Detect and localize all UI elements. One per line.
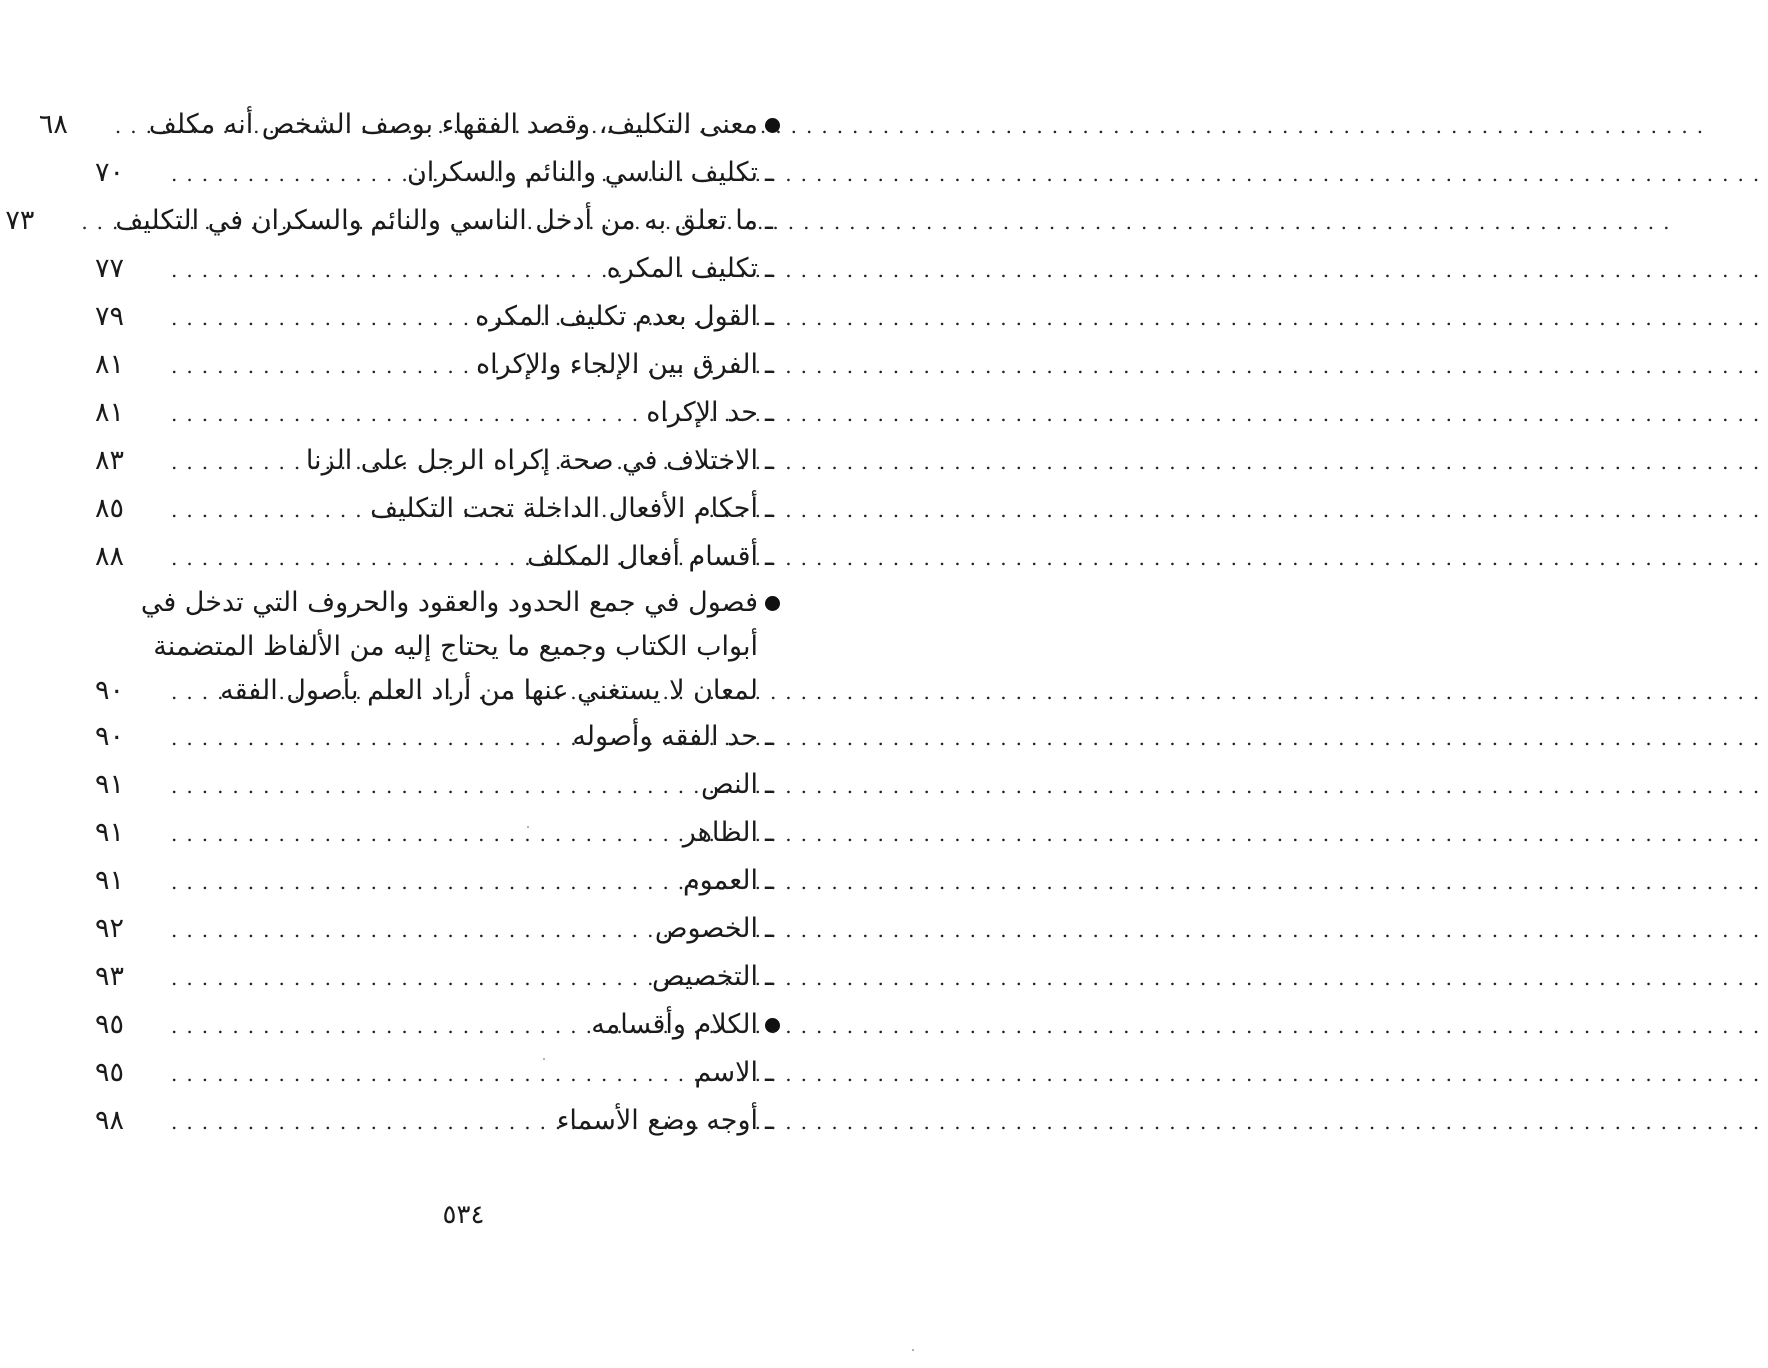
dot-leader — [157, 714, 572, 762]
entry-title: ما تعلق به من أدخل الناسي والنائم والسكران في التكليف — [115, 205, 758, 236]
entry-page: ٩٥ — [95, 1009, 125, 1040]
toc-entry — [38, 101, 780, 149]
bullet-icon — [765, 596, 780, 611]
entry-title: الظاهر — [682, 817, 758, 848]
dot-leader — [157, 810, 683, 858]
toc-entry — [95, 149, 780, 197]
entry-title: تكليف الناسي والنائم والسكران — [406, 157, 758, 188]
dash-marker: ـ — [765, 961, 773, 992]
entry-title: تكليف المكره — [606, 253, 758, 284]
toc-entry — [95, 809, 780, 857]
toc-entry — [95, 341, 780, 389]
entry-page: ٩١ — [95, 769, 125, 800]
toc-entry — [95, 1001, 780, 1049]
entry-page: ٩٠ — [95, 721, 125, 752]
page-number: ٥٣٤ — [442, 1200, 485, 1230]
dot-leader — [157, 294, 475, 342]
toc-entry — [95, 437, 780, 485]
entry-title: معنى التكليف، وقصد الفقهاء بوصف الشخص أنه مكلف — [148, 109, 758, 140]
dash-marker: ـ — [765, 301, 773, 332]
dash-marker: ـ — [765, 397, 773, 428]
entry-page: ٩٠ — [95, 675, 125, 706]
toc-entry — [95, 1049, 780, 1097]
dot-leader — [157, 1050, 695, 1098]
entry-title: الاختلاف في صحة إكراه الرجل على الزنا — [305, 445, 758, 476]
toc-entry — [95, 533, 780, 581]
entry-page: ٧٣ — [5, 205, 35, 236]
toc-entry — [95, 713, 780, 761]
dash-marker: ـ — [765, 913, 773, 944]
toc-entry — [95, 1097, 780, 1145]
dash-marker: ـ — [765, 445, 773, 476]
entry-page: ٦٨ — [38, 109, 68, 140]
dot-leader — [157, 906, 655, 954]
dot-leader — [157, 486, 370, 534]
toc-entry — [95, 905, 780, 953]
dot-leader — [157, 342, 476, 390]
toc-entry — [95, 857, 780, 905]
entry-title: حد الفقه وأصوله — [572, 721, 758, 752]
toc-entry — [95, 761, 780, 809]
section-title-line: لمعان لا يستغني عنها من أراد العلم بأصول الفقه — [220, 675, 758, 706]
section-heading-line-1 — [95, 581, 780, 625]
scan-speck — [527, 826, 529, 828]
dash-marker: ـ — [765, 817, 773, 848]
dot-leader — [157, 438, 306, 486]
entry-page: ٨١ — [95, 349, 125, 380]
section-heading-line-3 — [95, 669, 780, 713]
toc-entry — [95, 485, 780, 533]
dot-leader — [157, 670, 220, 714]
entry-page: ٧٧ — [95, 253, 125, 284]
scan-speck — [543, 1058, 545, 1060]
entry-title: الفرق بين الإلجاء والإكراه — [475, 349, 758, 380]
dot-leader — [157, 246, 607, 294]
dash-marker: ـ — [765, 253, 773, 284]
toc-entry — [95, 389, 780, 437]
section-heading-line-2 — [95, 625, 780, 669]
dot-leader — [157, 762, 701, 810]
entry-page: ٧٠ — [95, 157, 125, 188]
bullet-marker — [758, 581, 780, 625]
section-title-line: أبواب الكتاب وجميع ما يحتاج إليه من الألفاظ المتضمنة — [153, 631, 758, 662]
entry-title: الكلام وأقسامه — [591, 1009, 758, 1040]
entry-title: العموم — [682, 865, 758, 896]
entry-page: ٨٣ — [95, 445, 125, 476]
dash-marker: ـ — [765, 1057, 773, 1088]
dot-leader — [157, 534, 527, 582]
entry-title: أوجه وضع الأسماء — [556, 1105, 758, 1136]
section-title-line: فصول في جمع الحدود والعقود والحروف التي تدخل في — [140, 587, 758, 618]
entry-page: ٩٢ — [95, 913, 125, 944]
dash-marker: ـ — [765, 349, 773, 380]
dot-leader — [157, 954, 652, 1002]
entry-title: النص — [701, 769, 758, 800]
dash-marker: ـ — [765, 205, 773, 236]
entry-page: ٨١ — [95, 397, 125, 428]
scan-speck — [912, 1349, 914, 1351]
toc-entry — [95, 953, 780, 1001]
entry-page: ٩١ — [95, 865, 125, 896]
entry-title: حد الإكراه — [646, 397, 758, 428]
entry-title: أحكام الأفعال الداخلة تحت التكليف — [370, 493, 758, 524]
entry-page: ٩١ — [95, 817, 125, 848]
entry-page: ٨٨ — [95, 541, 125, 572]
entry-page: ٩٥ — [95, 1057, 125, 1088]
dot-leader — [101, 102, 149, 150]
dot-leader — [157, 150, 407, 198]
dot-leader — [157, 858, 683, 906]
dot-leader — [157, 390, 646, 438]
dot-leader — [157, 1002, 591, 1050]
entry-title: أقسام أفعال المكلف — [526, 541, 758, 572]
dot-leader — [157, 1098, 557, 1146]
entry-page: ٩٨ — [95, 1105, 125, 1136]
dash-marker: ـ — [765, 541, 773, 572]
table-of-contents — [5, 101, 780, 1145]
entry-title: الاسم — [694, 1057, 758, 1088]
dash-marker: ـ — [765, 157, 773, 188]
entry-page: ٨٥ — [95, 493, 125, 524]
toc-entry — [5, 197, 780, 245]
dot-leader — [67, 198, 115, 246]
entry-title: التخصيص — [652, 961, 758, 992]
dash-marker: ـ — [765, 1105, 773, 1136]
toc-entry — [95, 245, 780, 293]
toc-entry — [95, 293, 780, 341]
entry-page: ٧٩ — [95, 301, 125, 332]
dash-marker: ـ — [765, 865, 773, 896]
dash-marker: ـ — [765, 769, 773, 800]
entry-title: القول بعدم تكليف المكره — [475, 301, 758, 332]
dash-marker: ـ — [765, 721, 773, 752]
entry-title: الخصوص — [654, 913, 758, 944]
entry-page: ٩٣ — [95, 961, 125, 992]
dash-marker: ـ — [765, 493, 773, 524]
